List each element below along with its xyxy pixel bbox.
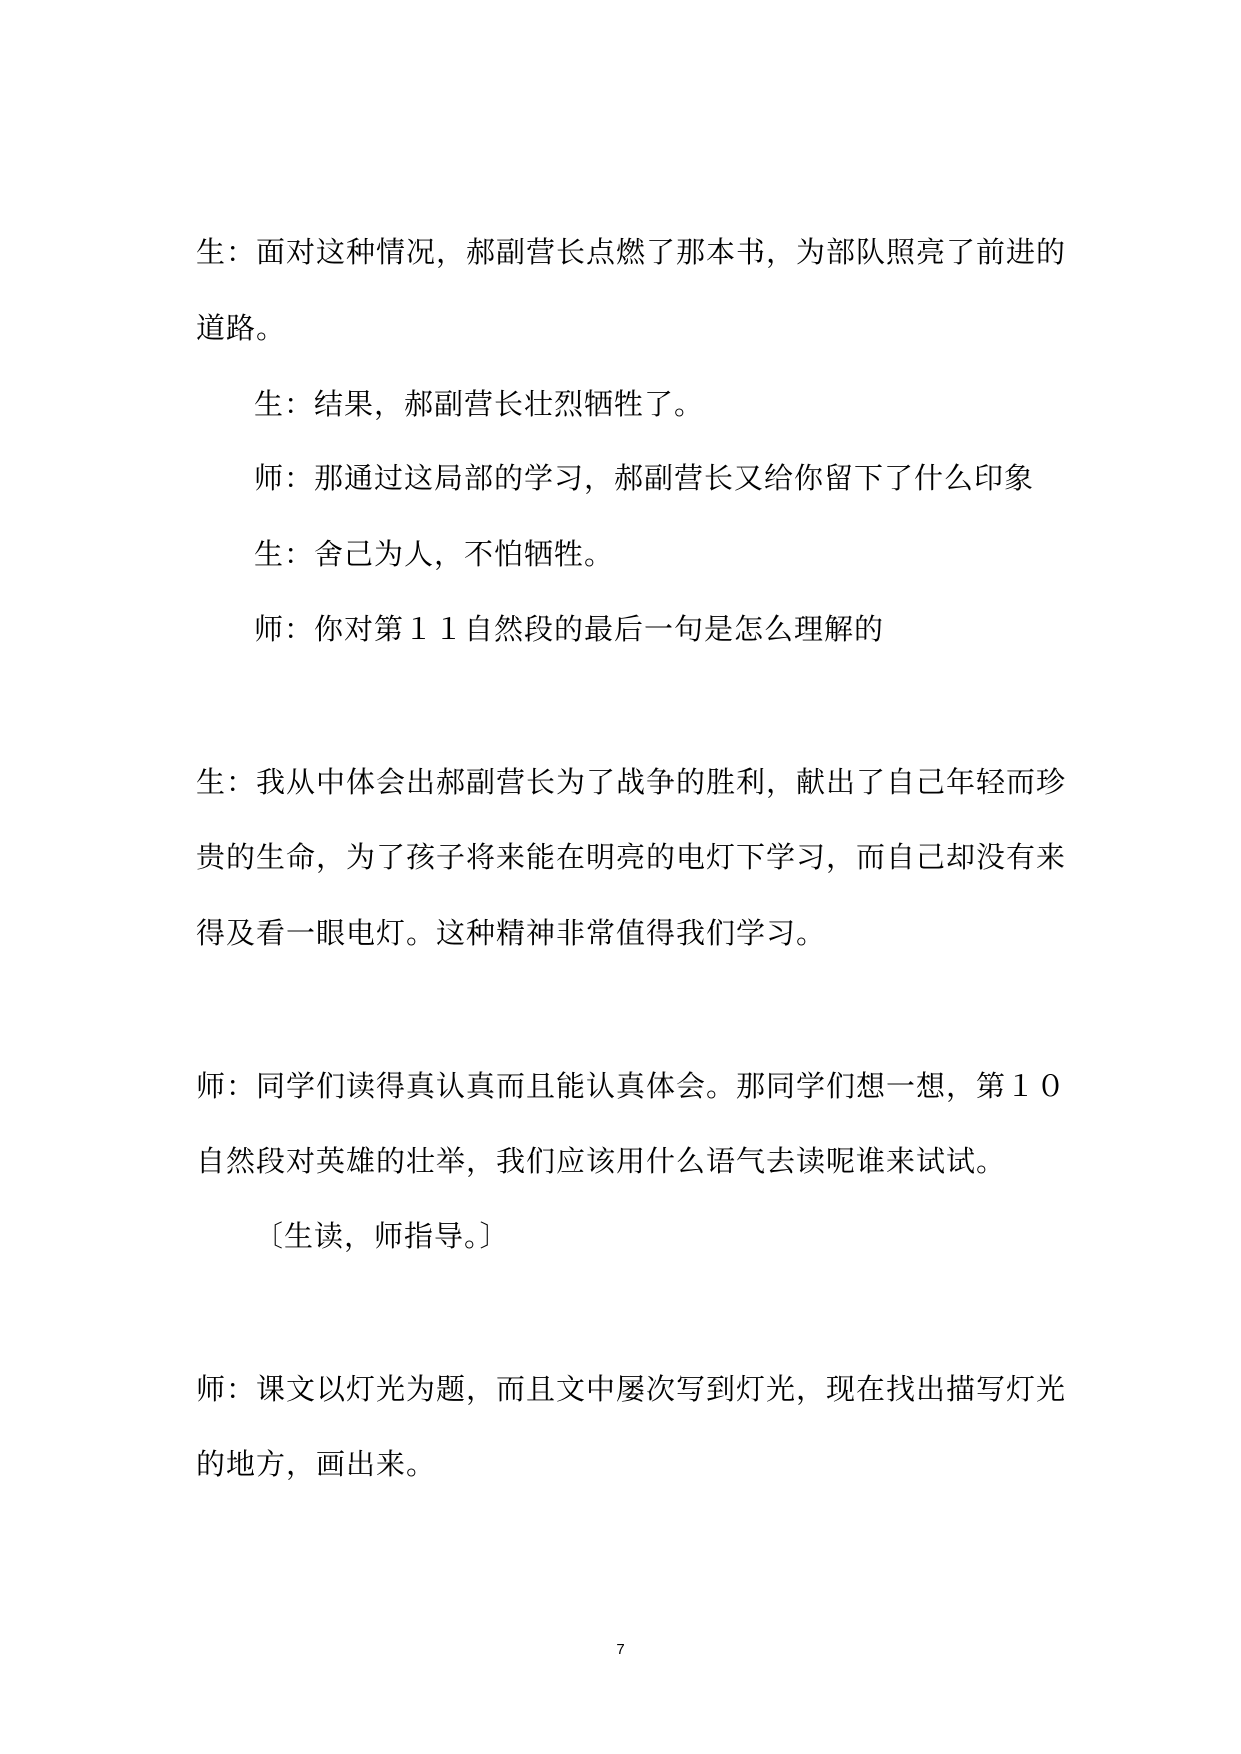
page-number: 7 xyxy=(616,1641,625,1658)
text-line: 的地方，画出来。 xyxy=(196,1447,437,1481)
text-line: 生：结果，郝副营长壮烈牺牲了。 xyxy=(254,387,705,421)
text-line: 生：舍己为人，不怕牺牲。 xyxy=(254,537,615,571)
text-line: 师：那通过这局部的学习，郝副营长又给你留下了什么印象 xyxy=(254,461,1035,495)
text-line: 师：同学们读得真认真而且能认真体会。那同学们想一想，第１０ xyxy=(196,1069,1067,1103)
text-line: 道路。 xyxy=(196,311,287,345)
text-line: 贵的生命，为了孩子将来能在明亮的电灯下学习，而自己却没有来 xyxy=(196,840,1067,874)
text-line: 师：课文以灯光为题，而且文中屡次写到灯光，现在找出描写灯光 xyxy=(196,1372,1067,1406)
text-line: 师：你对第１１自然段的最后一句是怎么理解的 xyxy=(254,612,885,646)
text-line: 〔生读，师指导。〕 xyxy=(254,1219,510,1253)
text-line: 生：面对这种情况，郝副营长点燃了那本书，为部队照亮了前进的 xyxy=(196,235,1067,269)
text-line: 自然段对英雄的壮举，我们应该用什么语气去读呢谁来试试。 xyxy=(196,1144,1007,1178)
text-line: 生：我从中体会出郝副营长为了战争的胜利，献出了自己年轻而珍 xyxy=(196,765,1067,799)
text-line: 得及看一眼电灯。这种精神非常值得我们学习。 xyxy=(196,916,827,950)
